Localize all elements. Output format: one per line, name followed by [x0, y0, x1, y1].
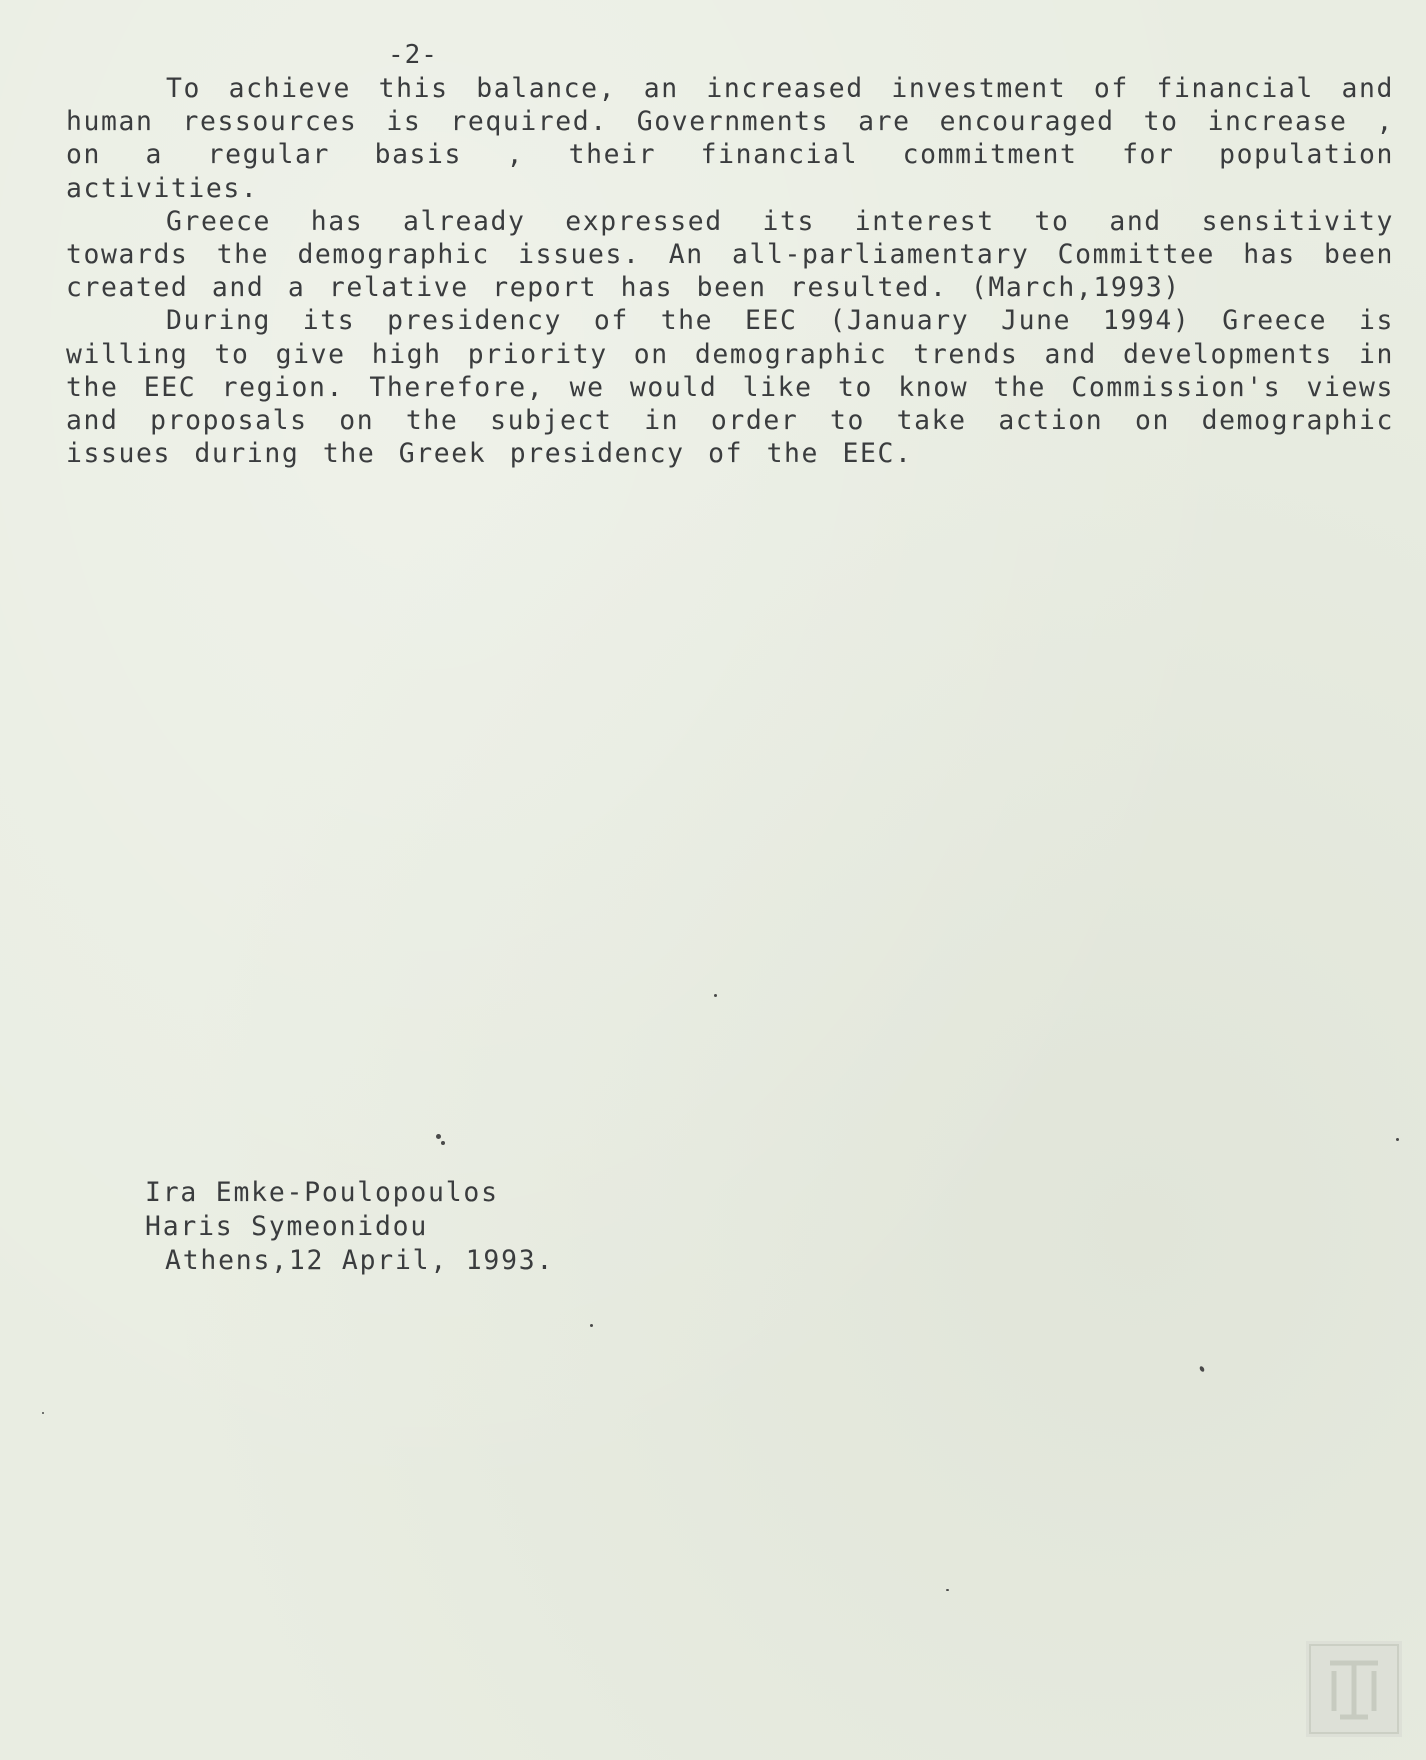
scan-speck	[436, 1134, 441, 1139]
signature-block	[145, 1176, 554, 1278]
signatory-name-1: Ira Emke-Poulopoulos	[145, 1177, 499, 1208]
scan-speck	[946, 1589, 949, 1591]
scan-speck	[1396, 1138, 1399, 1141]
scan-speck	[590, 1324, 593, 1327]
scan-speck	[1199, 1365, 1205, 1372]
scan-speck	[42, 1412, 44, 1414]
body-text	[66, 72, 1394, 470]
scan-speck	[714, 994, 717, 997]
page-number: -2-	[388, 40, 438, 70]
scan-speck	[441, 1141, 445, 1145]
archive-stamp-icon	[1306, 1641, 1402, 1737]
paragraph-greece-interest: Greece has already expressed its interest to and sensitivity towards the demographic issues. An all-parliamentary Committee has been created and a relative report has been resulted. (March,1993)	[66, 205, 1394, 304]
paragraph-eec-presidency: During its presidency of the EEC (January June 1994) Greece is willing to give high priority on demographic trends and developments in the EEC region. Therefore, we would like to know the Commission's views and proposals on the subject in order to take action on demographic issues during the Greek presidency of the EEC.	[66, 305, 1394, 470]
place-date-line: Athens,12 April, 1993.	[165, 1245, 555, 1276]
paragraph-investment: To achieve this balance, an increased investment of financial and human ressources is required. Governments are encouraged to increase , on a regular basis , their financial commitment for population activities.	[66, 73, 1394, 204]
signatory-name-2: Haris Symeonidou	[145, 1211, 429, 1242]
